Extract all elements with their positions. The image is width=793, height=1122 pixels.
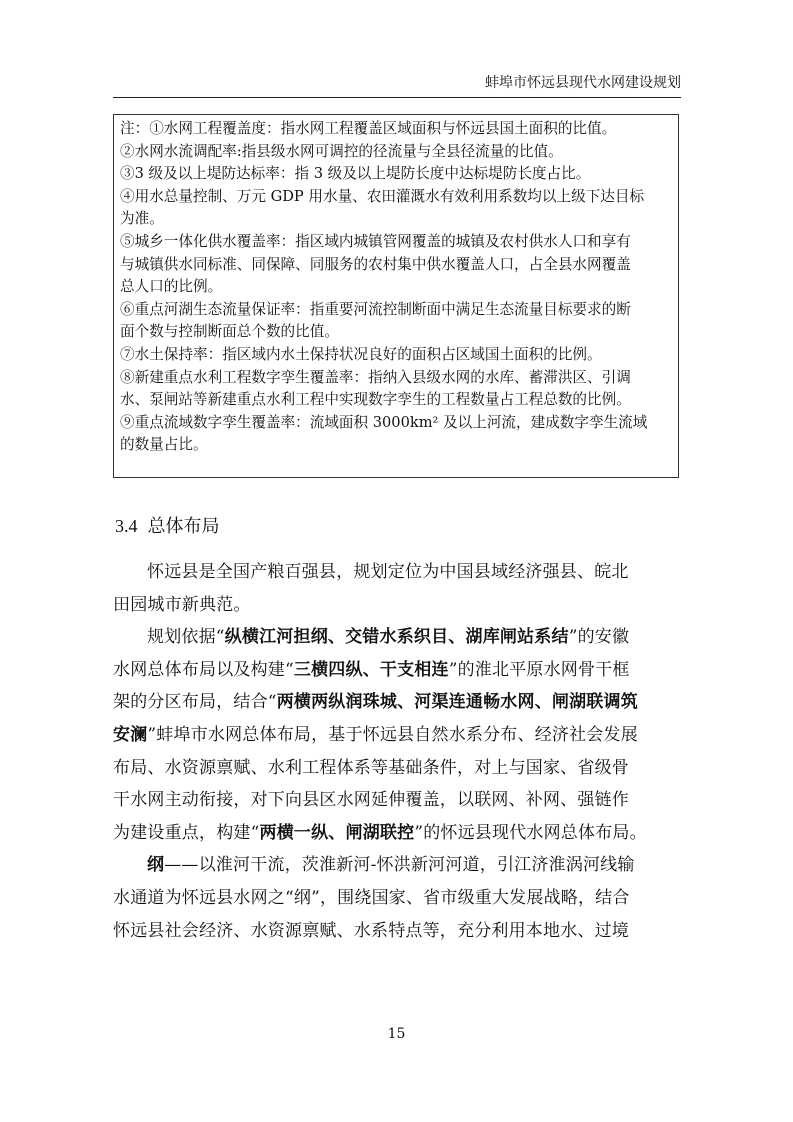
bold-phrase: 纵横江河担纲、交错水系织目、湖库闸站系结 [224, 627, 569, 648]
paragraph-line [113, 621, 683, 654]
note-line: 与城镇供水同标准、同保障、同服务的农村集中供水覆盖人口，占全县水网覆盖 [120, 255, 631, 273]
note-line: ⑥重点河湖生态流量保证率：指重要河流控制断面中满足生态流量目标要求的断 [120, 300, 631, 318]
running-header: 蚌埠市怀远县现代水网建设规划 [485, 75, 681, 91]
paragraph-line [113, 654, 683, 687]
paragraph-line: 田园城市新典范。 [113, 594, 251, 615]
note-line: 的数量占比。 [120, 436, 208, 454]
paragraph-line: 水通道为怀远县水网之“纲”，围绕国家、省市级重大发展战略，结合 [113, 887, 630, 908]
section-number: 3.4 [115, 516, 138, 536]
text-run: 为建设重点，构建“ [113, 822, 260, 843]
section-title: 总体布局 [147, 516, 220, 537]
paragraph-line: 怀远县是全国产粮百强县，规划定位为中国县域经济强县、皖北 [147, 562, 629, 582]
paragraph-line: 布局、水资源禀赋、水利工程体系等基础条件，对上与国家、省级骨 [113, 757, 629, 778]
paragraph-line [113, 849, 683, 882]
note-line: ⑨重点流域数字孪生覆盖率：流域面积 3000km² 及以上河流，建成数字孪生流域 [120, 413, 648, 431]
text-run: ”的淮北平原水网骨干框 [448, 659, 630, 680]
page-number: 15 [387, 1026, 406, 1042]
text-run: ”蚌埠市水网总体布局，基于怀远县自然水系分布、经济社会发展 [147, 724, 638, 745]
bold-phrase: 三横四纵、干支相连 [293, 659, 449, 680]
text-run: 规划依据“ [147, 627, 225, 648]
note-line: 总人口的比例。 [120, 278, 223, 296]
body-text [113, 556, 683, 947]
paragraph-line: 干水网主动衔接，对下向县区水网延伸覆盖，以联网、补网、强链作 [113, 790, 629, 811]
text-run: ”的安徽 [568, 627, 630, 648]
note-line: ④用水总量控制、万元 GDP 用水量、农田灌溉水有效利用系数均以上级下达目标 [120, 187, 645, 205]
text-run: 架的分区布局，结合“ [113, 692, 277, 713]
note-line: ③3 级及以上堤防达标率：指 3 级及以上堤防长度中达标堤防长度占比。 [120, 165, 591, 183]
section-heading [115, 514, 220, 539]
paragraph-line [113, 817, 683, 850]
note-line: 面个数与控制断面总个数的比值。 [120, 323, 339, 341]
bold-phrase: 纲 [147, 855, 165, 876]
note-line: 注：①水网工程覆盖度：指水网工程覆盖区域面积与怀远县国土面积的比值。 [120, 120, 617, 137]
note-line: ⑤城乡一体化供水覆盖率：指区域内城镇管网覆盖的城镇及农村供水人口和享有 [120, 232, 631, 250]
notes-box [113, 114, 679, 478]
note-line: ②水网水流调配率:指县级水网可调控的径流量与全县径流量的比值。 [120, 142, 563, 160]
paragraph-line [113, 686, 683, 719]
note-line: 为准。 [120, 210, 164, 228]
bold-phrase: 两横一纵、闸湖联控 [259, 822, 415, 843]
text-run: ”的怀远县现代水网总体布局。 [414, 822, 647, 843]
header-divider [113, 97, 681, 98]
text-run: 水网总体布局以及构建“ [113, 659, 294, 680]
paragraph-line: 怀远县社会经济、水资源禀赋、水系特点等，充分利用本地水、过境 [113, 920, 629, 941]
paragraph-line [113, 719, 683, 752]
note-line: ⑦水土保持率：指区域内水土保持状况良好的面积占区域国土面积的比例。 [120, 345, 602, 363]
note-line: ⑧新建重点水利工程数字孪生覆盖率：指纳入县级水网的水库、蓄滞洪区、引调 [120, 368, 631, 386]
bold-phrase: 安澜 [113, 724, 148, 745]
note-line: 水、泵闸站等新建重点水利工程中实现数字孪生的工程数量占工程总数的比例。 [120, 391, 631, 409]
text-run: ——以淮河干流，茨淮新河-怀洪新河河道，引江济淮涡河线输 [164, 855, 635, 876]
bold-phrase: 两横两纵润珠城、河渠连通畅水网、闸湖联调筑 [276, 692, 638, 713]
